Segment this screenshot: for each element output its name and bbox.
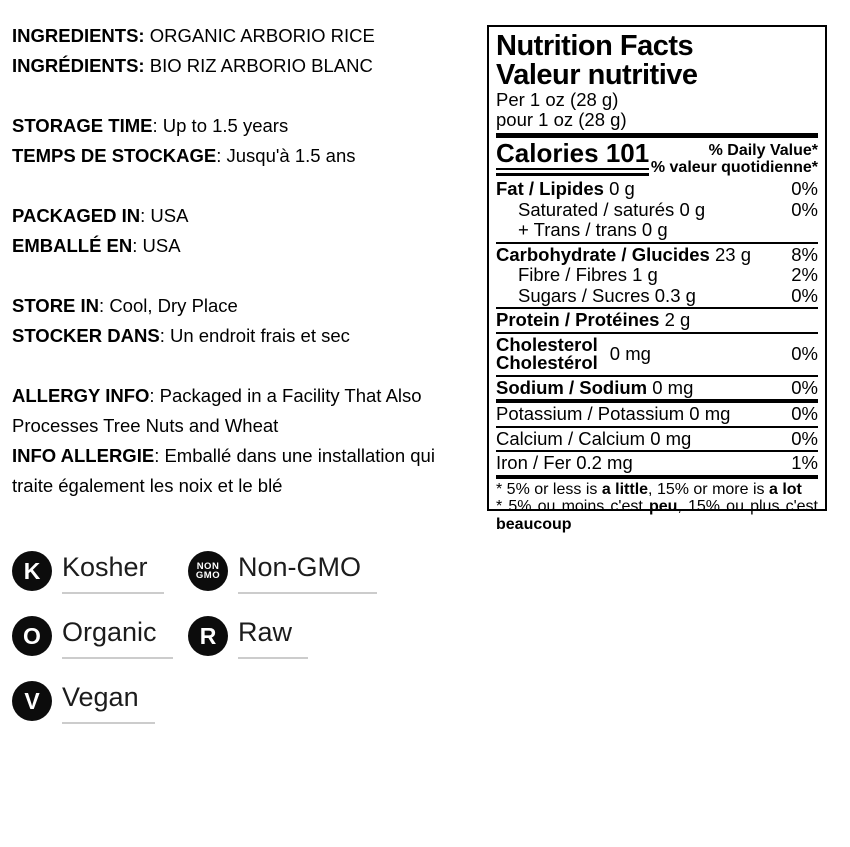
nutrition-footnote (496, 481, 818, 534)
info-label: EMBALLÉ EN (12, 235, 133, 256)
nutrition-row-protein: Protein / Protéines 2 g (496, 309, 691, 330)
info-label: STOCKER DANS (12, 325, 160, 346)
info-label: STORAGE TIME (12, 115, 153, 136)
serving-size-fr: pour 1 oz (28 g) (496, 109, 627, 130)
calories (496, 140, 649, 176)
badge-kosher (12, 551, 188, 616)
nutrition-title-fr: Valeur nutritive (496, 59, 698, 91)
vegan-icon: V (12, 681, 52, 721)
badge-label: Vegan (62, 681, 155, 724)
organic-icon: O (12, 616, 52, 656)
nutrition-facts-panel (487, 25, 827, 533)
store-in-line-fr (12, 321, 464, 351)
daily-value-header-fr: % valeur quotidienne* (650, 158, 818, 176)
packaged-in-line-fr (12, 231, 464, 261)
badge-label: Raw (238, 616, 308, 659)
allergy-line-fr (12, 441, 464, 501)
info-value: BIO RIZ ARBORIO BLANC (144, 55, 373, 76)
badge-non-gmo (188, 551, 468, 616)
footnote-fr-line1: * 5% ou moins c'est peu, 15% ou plus c'est (496, 498, 819, 515)
info-label: PACKAGED IN (12, 205, 141, 226)
allergy-line-en (12, 381, 464, 441)
nutrition-row-potassium: Potassium / Potassium 0 mg 0% (496, 403, 818, 424)
info-section-packaged-in (12, 201, 464, 261)
info-section-store-in (12, 291, 464, 351)
nutrition-row-cholesterol (496, 335, 818, 374)
info-value: : Packaged in a Facility That Also Processes Tree Nuts and Wheat (12, 385, 422, 436)
storage-time-line-en (12, 111, 464, 141)
footnote-en: * 5% or less is a little, 15% or more is a lot (496, 480, 802, 498)
badge-organic (12, 616, 188, 681)
non-gmo-icon: NON GMO (188, 551, 228, 591)
daily-value-header (651, 140, 818, 176)
kosher-icon: K (12, 551, 52, 591)
info-value: : Cool, Dry Place (99, 295, 238, 316)
nutrition-row-calcium: Calcium / Calcium 0 mg 0% (496, 427, 818, 449)
nutrition-row-sugars: Sugars / Sucres 0.3 g 0% (518, 284, 818, 306)
info-value: : Jusqu'à 1.5 ans (216, 145, 356, 166)
storage-time-line-fr (12, 141, 464, 171)
cholesterol-name-fr: Cholestérol (496, 352, 598, 373)
info-section-allergy (12, 381, 464, 501)
info-value: : USA (132, 235, 181, 256)
daily-value-header-en: % Daily Value* (708, 142, 818, 159)
nutrition-row-carbohydrate: Carbohydrate / Glucides 23 g 8% (496, 243, 818, 265)
nutrition-row-fibre: Fibre / Fibres 1 g 2% (518, 264, 818, 285)
badge-vegan (12, 681, 188, 746)
ingredients-line-fr (12, 51, 464, 81)
badge-label: Non-GMO (238, 551, 377, 594)
product-info (12, 21, 464, 531)
badge-label: Kosher (62, 551, 164, 594)
info-label: ALLERGY INFO (12, 385, 150, 406)
nutrition-row-trans: + Trans / trans 0 g (518, 219, 668, 240)
info-label: STORE IN (12, 295, 100, 316)
thick-divider (496, 475, 818, 479)
info-value: : Un endroit frais et sec (159, 325, 350, 346)
info-section-ingredients (12, 21, 464, 81)
packaged-in-line-en (12, 201, 464, 231)
info-value: : Up to 1.5 years (152, 115, 289, 136)
nutrition-title-en: Nutrition Facts (496, 30, 694, 62)
nutrition-row-saturated: Saturated / saturés 0 g 0% (518, 198, 818, 220)
cholesterol-name-en: Cholesterol (496, 333, 598, 355)
badge-raw (188, 616, 468, 681)
info-label: INGREDIENTS: (12, 25, 145, 46)
info-value: ORGANIC ARBORIO RICE (144, 25, 375, 46)
cholesterol-dv: 0% (791, 342, 818, 364)
raw-icon: R (188, 616, 228, 656)
ingredients-line-en (12, 21, 464, 51)
nutrition-row-iron: Iron / Fer 0.2 mg 1% (496, 452, 818, 473)
badge-label: Organic (62, 616, 173, 659)
info-value: : USA (140, 205, 189, 226)
info-label: TEMPS DE STOCKAGE (12, 145, 217, 166)
calories-value: 101 (605, 138, 650, 168)
info-section-storage-time (12, 111, 464, 171)
nutrition-row-sodium: Sodium / Sodium 0 mg 0% (496, 376, 818, 398)
footnote-fr-line2: beaucoup (496, 515, 572, 533)
cholesterol-amount: 0 mg (609, 342, 651, 364)
info-label: INGRÉDIENTS: (12, 55, 145, 76)
certification-badges (12, 551, 468, 746)
info-label: INFO ALLERGIE (12, 445, 155, 466)
calories-label: Calories (496, 138, 599, 168)
serving-size-en: Per 1 oz (28 g) (496, 89, 619, 110)
store-in-line-en (12, 291, 464, 321)
info-value: : Emballé dans une installation qui traite également les noix et le blé (12, 445, 435, 496)
calories-row (496, 140, 818, 176)
nutrition-row-fat: Fat / Lipides 0 g 0% (496, 178, 818, 199)
